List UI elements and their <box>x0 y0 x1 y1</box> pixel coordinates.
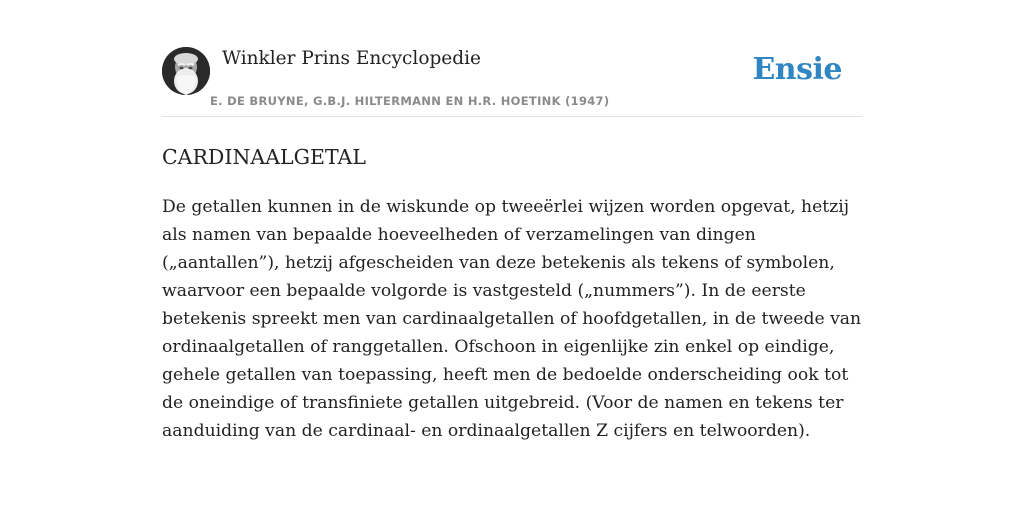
article-headword: CARDINAALGETAL <box>162 145 366 169</box>
header <box>162 44 862 117</box>
site-title[interactable]: Winkler Prins Encyclopedie <box>222 48 481 69</box>
author-portrait-icon[interactable] <box>162 47 210 95</box>
author-credits: E. DE BRUYNE, G.B.J. HILTERMANN EN H.R. HOETINK (1947) <box>210 94 610 108</box>
portrait-image <box>162 47 210 95</box>
brand-logo[interactable]: Ensie <box>752 52 842 87</box>
article-body: De getallen kunnen in de wiskunde op tweeërlei wijzen worden opgevat, hetzij als namen van bepaalde hoeveelheden of verzamelingen van dingen („aantallen”), hetzij afgescheiden van deze betekenis als tekens of symbolen, waarvoor een bepaalde volgorde is vastgesteld („nummers”). In de eerste betekenis spreekt men van cardinaalgetallen of hoofdgetallen, in de tweede van ordinaalgetallen of ranggetallen. Ofschoon in eigenlijke zin enkel op eindige, gehele getallen van toepassing, heeft men de bedoelde onderscheiding ook tot de oneindige of transfiniete getallen uitgebreid. (Voor de namen en tekens ter aanduiding van de cardinaal- en ordinaalgetallen Z cijfers en telwoorden). <box>162 197 862 441</box>
page-container <box>162 44 862 445</box>
